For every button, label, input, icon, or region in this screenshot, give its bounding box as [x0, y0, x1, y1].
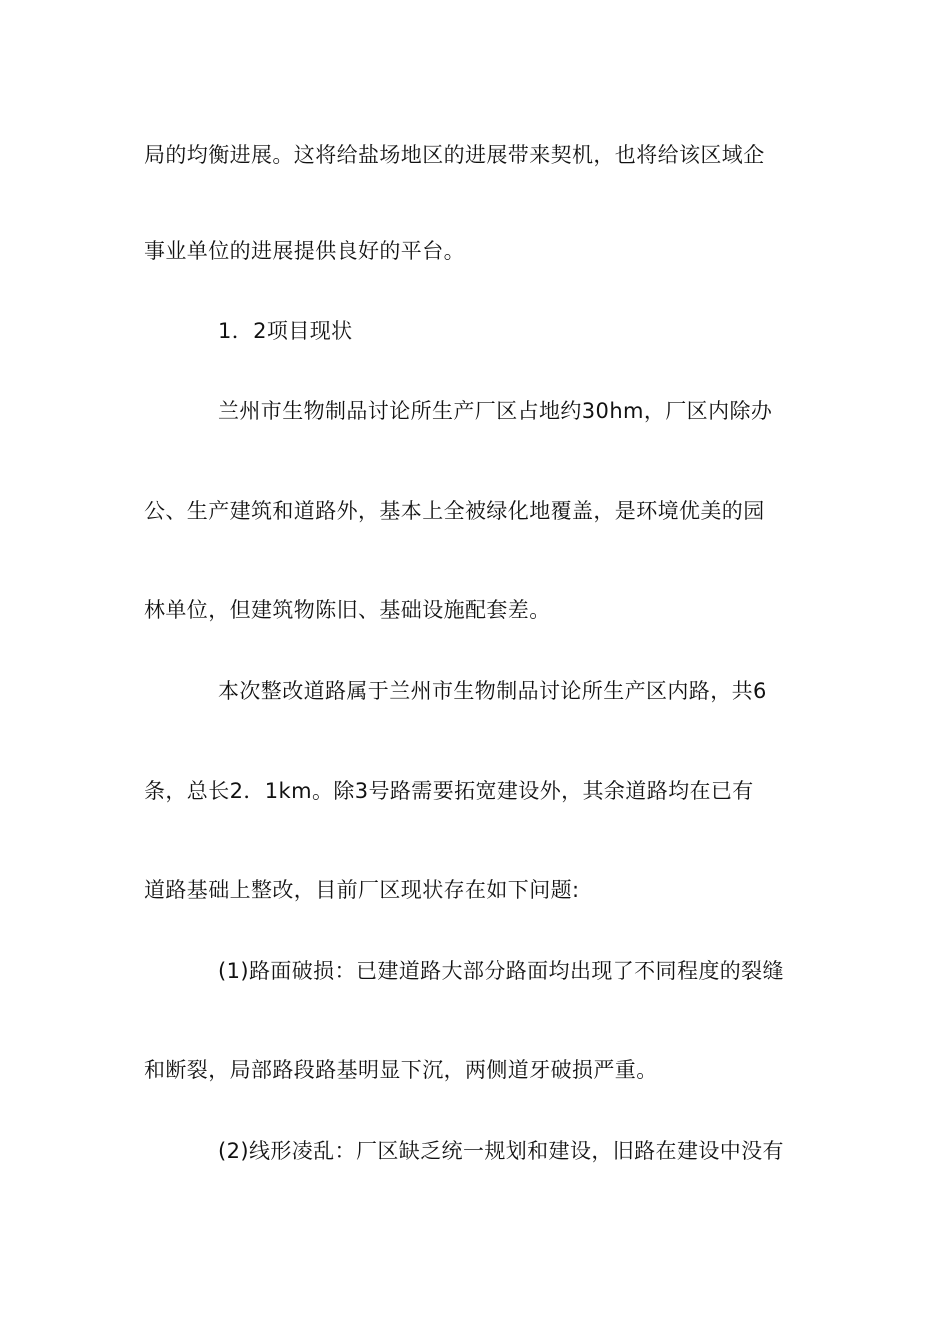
text-line: (2)线形凌乱：厂区缺乏统一规划和建设，旧路在建设中没有 [218, 1139, 784, 1163]
text-line: 本次整改道路属于兰州市生物制品讨论所生产区内路，共6 [218, 679, 767, 703]
text-line: 局的均衡进展。这将给盐场地区的进展带来契机，也将给该区域企 [144, 143, 765, 167]
text-line: 公、生产建筑和道路外，基本上全被绿化地覆盖，是环境优美的园 [144, 499, 765, 523]
section-heading: 1．2项目现状 [218, 319, 353, 343]
text-line: 兰州市生物制品讨论所生产厂区占地约30hm，厂区内除办 [218, 399, 773, 423]
text-line: 事业单位的进展提供良好的平台。 [144, 239, 465, 263]
text-line: 条，总长2．1km。除3号路需要拓宽建设外，其余道路均在已有 [144, 779, 754, 803]
text-line: 道路基础上整改，目前厂区现状存在如下问题: [144, 878, 580, 902]
text-line: (1)路面破损：已建道路大部分路面均出现了不同程度的裂缝 [218, 959, 784, 983]
text-line: 和断裂，局部路段路基明显下沉，两侧道牙破损严重。 [144, 1058, 658, 1082]
text-line: 林单位，但建筑物陈旧、基础设施配套差。 [144, 598, 551, 622]
